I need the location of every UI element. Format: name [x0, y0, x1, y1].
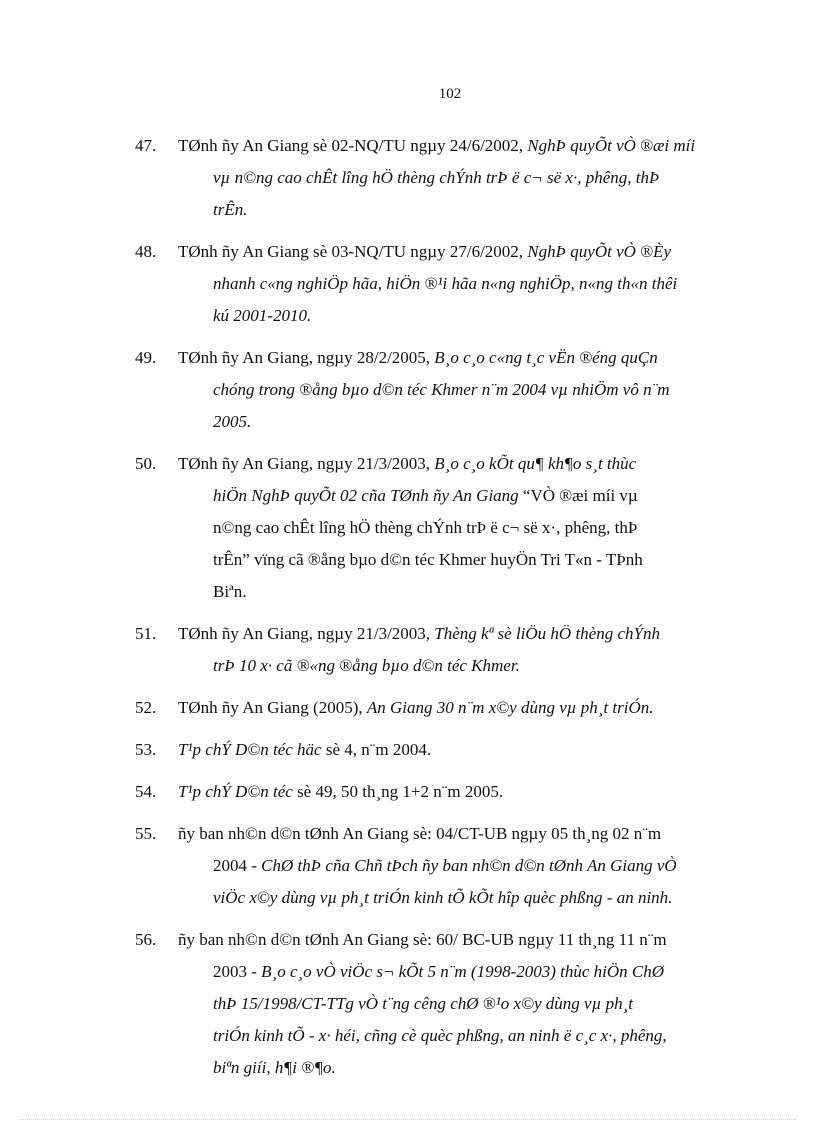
reference-segment: ñy ban nh©n d©n tØnh An Giang sè: 60/ BC-UB ngµy 11 th¸ng 11 n¨m	[178, 930, 667, 949]
reference-segment: trÊn” vïng cã ®ång bµo d©n téc Khmer huyÖn Tri T«n - TÞnh	[213, 550, 643, 569]
reference-text	[178, 130, 740, 226]
reference-number: 51.	[135, 624, 157, 643]
reference-line	[178, 342, 740, 374]
reference-segment: TØnh ñy An Giang (2005),	[178, 698, 367, 717]
reference-text	[178, 924, 740, 1084]
reference-number: 48.	[135, 242, 157, 261]
reference-title-segment: B¸o c¸o c«ng t¸c vËn ®éng quÇn	[434, 348, 658, 367]
reference-line	[178, 300, 740, 332]
reference-segment: sè 4, n¨m 2004.	[325, 740, 432, 759]
reference-segment: ñy ban nh©n d©n tØnh An Giang sè: 04/CT-UB ngµy 05 th¸ng 02 n¨m	[178, 824, 662, 843]
reference-segment: TØnh ñy An Giang, ngµy 21/3/2003,	[178, 454, 435, 473]
reference-line	[178, 850, 740, 882]
reference-line	[178, 512, 740, 544]
reference-segment: TØnh ñy An Giang sè 02-NQ/TU ngµy 24/6/2002,	[178, 136, 528, 155]
reference-title-segment: nhanh c«ng nghiÖp hãa, hiÖn ®¹i hãa n«ng nghiÖp, n«ng th«n thêi	[213, 274, 678, 293]
reference-text	[178, 692, 740, 724]
reference-title-segment: An Giang 30 n¨m x©y dùng vµ ph¸t triÓn.	[366, 698, 654, 717]
reference-line	[178, 374, 740, 406]
reference-list	[135, 130, 740, 1094]
reference-line	[178, 650, 740, 682]
reference-line	[178, 1020, 740, 1052]
reference-segment: “VÒ ®æi míi vµ	[522, 486, 638, 505]
reference-line	[178, 1052, 740, 1084]
reference-line	[178, 618, 740, 650]
reference-line	[178, 194, 740, 226]
reference-line	[178, 692, 740, 724]
reference-item	[135, 924, 740, 1084]
reference-title-segment: NghÞ quyÕt vÒ ®Èy	[527, 242, 671, 261]
reference-number: 50.	[135, 454, 157, 473]
reference-line	[178, 236, 740, 268]
reference-title-segment: hiÖn NghÞ quyÕt 02 cña TØnh ñy An Giang	[213, 486, 523, 505]
reference-line	[178, 406, 740, 438]
reference-number: 52.	[135, 698, 157, 717]
reference-segment: n©ng cao chÊt lîng hÖ thèng chÝnh trÞ ë c¬ së x·, phêng, thÞ	[213, 518, 638, 537]
reference-title-segment: T¹p chÝ D©n téc	[178, 782, 298, 801]
reference-line	[178, 480, 740, 512]
reference-line	[178, 162, 740, 194]
reference-line	[178, 882, 740, 914]
reference-item	[135, 448, 740, 608]
reference-title-segment: trÞ 10 x· cã ®«ng ®ång bµo d©n téc Khmer.	[213, 656, 520, 675]
reference-item	[135, 130, 740, 226]
reference-text	[178, 734, 740, 766]
reference-line	[178, 734, 740, 766]
reference-number: 47.	[135, 136, 157, 155]
reference-text	[178, 236, 740, 332]
reference-title-segment: triÓn kinh tÕ - x· héi, cñng cè quèc phßng, an ninh ë c¸c x·, phêng,	[213, 1026, 667, 1045]
reference-line	[178, 268, 740, 300]
reference-title-segment: B¸o c¸o kÕt qu¶ kh¶o s¸t thùc	[434, 454, 637, 473]
reference-number: 53.	[135, 740, 157, 759]
reference-title-segment: ChØ thÞ cña Chñ tÞch ñy ban nh©n d©n tØnh An Giang vÒ	[261, 856, 677, 875]
reference-title-segment: 2005.	[213, 412, 252, 431]
reference-item	[135, 618, 740, 682]
reference-line	[178, 818, 740, 850]
reference-segment: sè 49, 50 th¸ng 1+2 n¨m 2005.	[297, 782, 504, 801]
reference-line	[178, 924, 740, 956]
reference-text	[178, 448, 740, 608]
reference-number: 49.	[135, 348, 157, 367]
reference-title-segment: vµ n©ng cao chÊt lîng hÖ thèng chÝnh trÞ ë c¬ së x·, phêng, thÞ	[213, 168, 660, 187]
bottom-divider	[20, 1119, 796, 1120]
reference-line	[178, 956, 740, 988]
reference-line	[178, 576, 740, 608]
reference-item	[135, 776, 740, 808]
reference-line	[178, 130, 740, 162]
reference-line	[178, 544, 740, 576]
reference-line	[178, 448, 740, 480]
reference-title-segment: B¸o c¸o vÒ viÖc s¬ kÕt 5 n¨m (1998-2003) thùc hiÖn ChØ	[261, 962, 665, 981]
reference-segment: 2003 -	[213, 962, 262, 981]
reference-item	[135, 692, 740, 724]
reference-number: 54.	[135, 782, 157, 801]
reference-number: 55.	[135, 824, 157, 843]
page-number: 102	[438, 86, 462, 102]
reference-title-segment: kú 2001-2010.	[213, 306, 312, 325]
reference-title-segment: T¹p chÝ D©n téc häc	[178, 740, 326, 759]
reference-segment: 2004 -	[213, 856, 262, 875]
reference-text	[178, 342, 740, 438]
reference-title-segment: biªn giíi, h¶i ®¶o.	[213, 1058, 336, 1077]
reference-segment: TØnh ñy An Giang, ngµy 21/3/2003,	[178, 624, 435, 643]
reference-title-segment: NghÞ quyÕt vÒ ®æi míi	[527, 136, 696, 155]
reference-title-segment: trÊn.	[213, 200, 248, 219]
reference-title-segment: thÞ 15/1998/CT-TTg vÒ t¨ng cêng chØ ®¹o x©y dùng vµ ph¸t	[213, 994, 634, 1013]
reference-text	[178, 818, 740, 914]
reference-item	[135, 342, 740, 438]
reference-title-segment: chóng trong ®ång bµo d©n téc Khmer n¨m 2004 vµ nhiÖm vô n¨m	[213, 380, 670, 399]
reference-item	[135, 734, 740, 766]
reference-line	[178, 776, 740, 808]
reference-number: 56.	[135, 930, 157, 949]
reference-segment: TØnh ñy An Giang sè 03-NQ/TU ngµy 27/6/2002,	[178, 242, 528, 261]
reference-segment: Biªn.	[213, 582, 247, 601]
reference-item	[135, 236, 740, 332]
reference-segment: TØnh ñy An Giang, ngµy 28/2/2005,	[178, 348, 435, 367]
reference-title-segment: viÖc x©y dùng vµ ph¸t triÓn kinh tÕ kÕt hîp quèc phßng - an ninh.	[213, 888, 673, 907]
reference-title-segment: Thèng kª sè liÖu hÖ thèng chÝnh	[434, 624, 660, 643]
reference-item	[135, 818, 740, 914]
reference-text	[178, 618, 740, 682]
reference-line	[178, 988, 740, 1020]
reference-text	[178, 776, 740, 808]
